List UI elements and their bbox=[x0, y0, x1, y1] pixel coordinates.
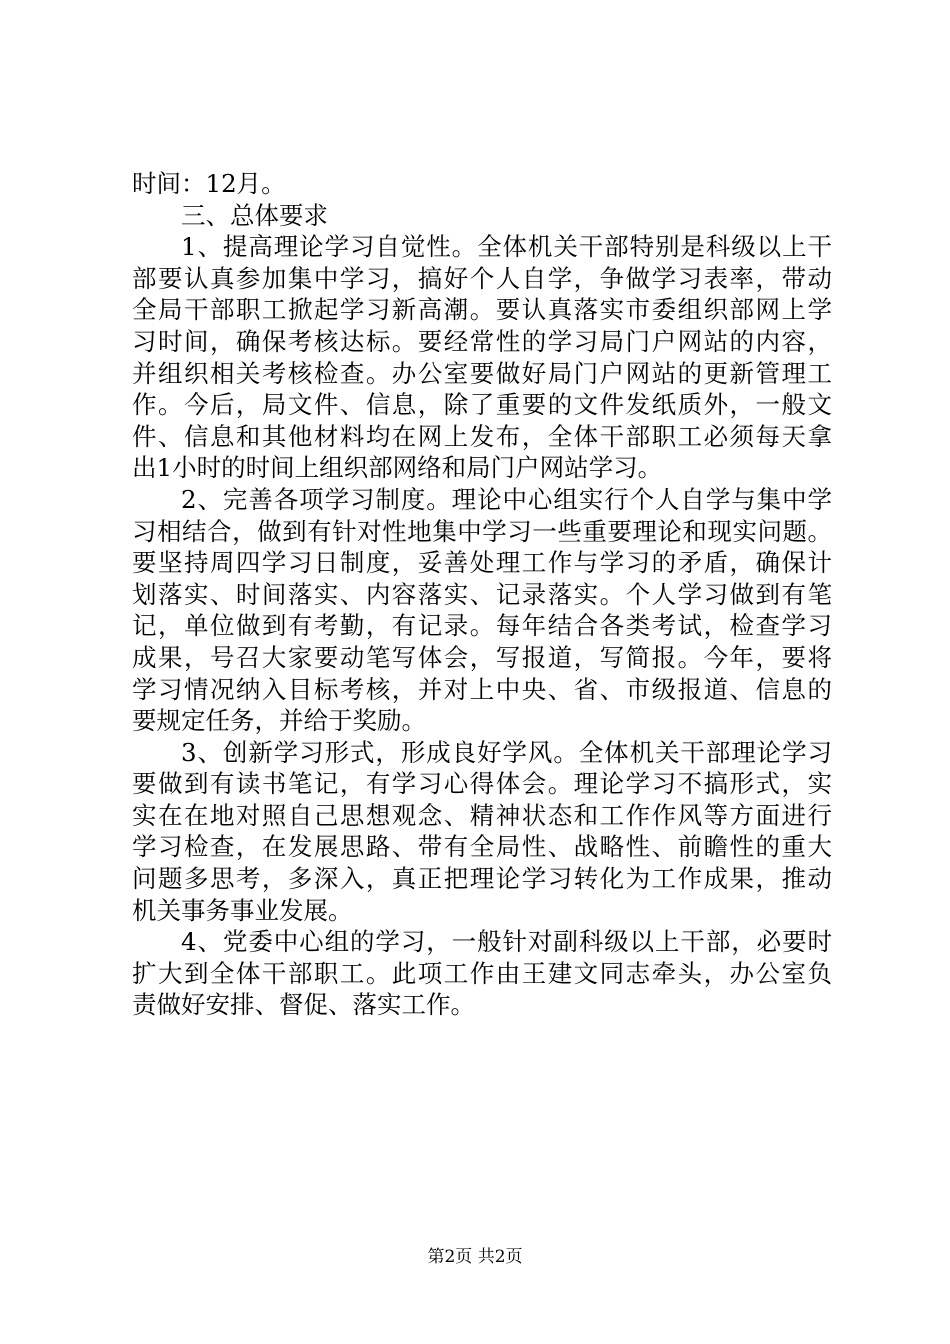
body-line-2: 三、总体要求 bbox=[181, 200, 328, 230]
body-line-19: 3、创新学习形式，形成良好学风。全体机关干部理论学习 bbox=[181, 737, 832, 767]
body-line-26: 扩大到全体干部职工。此项工作由王建文同志牵头，办公室负 bbox=[132, 958, 832, 988]
body-line-14: 划落实、时间落实、内容落实、记录落实。个人学习做到有笔 bbox=[132, 579, 832, 609]
body-line-3: 1、提高理论学习自觉性。全体机关干部特别是科级以上干 bbox=[181, 232, 832, 262]
body-line-11: 2、完善各项学习制度。理论中心组实行个人自学与集中学 bbox=[181, 484, 832, 514]
body-line-5: 全局干部职工掀起学习新高潮。要认真落实市委组织部网上学 bbox=[132, 295, 832, 325]
document-body bbox=[132, 168, 832, 1021]
body-line-7: 并组织相关考核检查。办公室要做好局门户网站的更新管理工 bbox=[132, 358, 832, 388]
body-line-21: 实在在地对照自己思想观念、精神状态和工作作风等方面进行 bbox=[132, 800, 832, 830]
body-line-18: 要规定任务，并给于奖励。 bbox=[132, 706, 426, 736]
body-line-9: 件、信息和其他材料均在网上发布，全体干部职工必须每天拿 bbox=[132, 421, 832, 451]
body-line-25: 4、党委中心组的学习，一般针对副科级以上干部，必要时 bbox=[181, 927, 832, 957]
body-line-13: 要坚持周四学习日制度，妥善处理工作与学习的矛盾，确保计 bbox=[132, 548, 832, 578]
body-line-27: 责做好安排、督促、落实工作。 bbox=[132, 990, 475, 1020]
body-line-6: 习时间，确保考核达标。要经常性的学习局门户网站的内容， bbox=[132, 326, 832, 356]
body-line-10: 出1小时的时间上组织部网络和局门户网站学习。 bbox=[132, 453, 663, 483]
page-number-label: 第2页 共2页 bbox=[427, 1247, 523, 1267]
body-line-20: 要做到有读书笔记，有学习心得体会。理论学习不搞形式，实 bbox=[132, 769, 832, 799]
body-line-22: 学习检查，在发展思路、带有全局性、战略性、前瞻性的重大 bbox=[132, 832, 832, 862]
page-footer bbox=[0, 1242, 950, 1267]
body-line-15: 记，单位做到有考勤，有记录。每年结合各类考试，检查学习 bbox=[132, 611, 832, 641]
body-line-4: 部要认真参加集中学习，搞好个人自学，争做学习表率，带动 bbox=[132, 263, 832, 293]
body-line-17: 学习情况纳入目标考核，并对上中央、省、市级报道、信息的 bbox=[132, 674, 832, 704]
body-line-12: 习相结合，做到有针对性地集中学习一些重要理论和现实问题。 bbox=[132, 516, 832, 546]
body-line-16: 成果，号召大家要动笔写体会，写报道，写简报。今年，要将 bbox=[132, 642, 832, 672]
body-line-23: 问题多思考，多深入，真正把理论学习转化为工作成果，推动 bbox=[132, 864, 832, 894]
body-line-1: 时间：12月。 bbox=[132, 169, 286, 198]
body-line-8: 作。今后，局文件、信息，除了重要的文件发纸质外，一般文 bbox=[132, 390, 832, 420]
body-line-24: 机关事务事业发展。 bbox=[132, 895, 353, 925]
